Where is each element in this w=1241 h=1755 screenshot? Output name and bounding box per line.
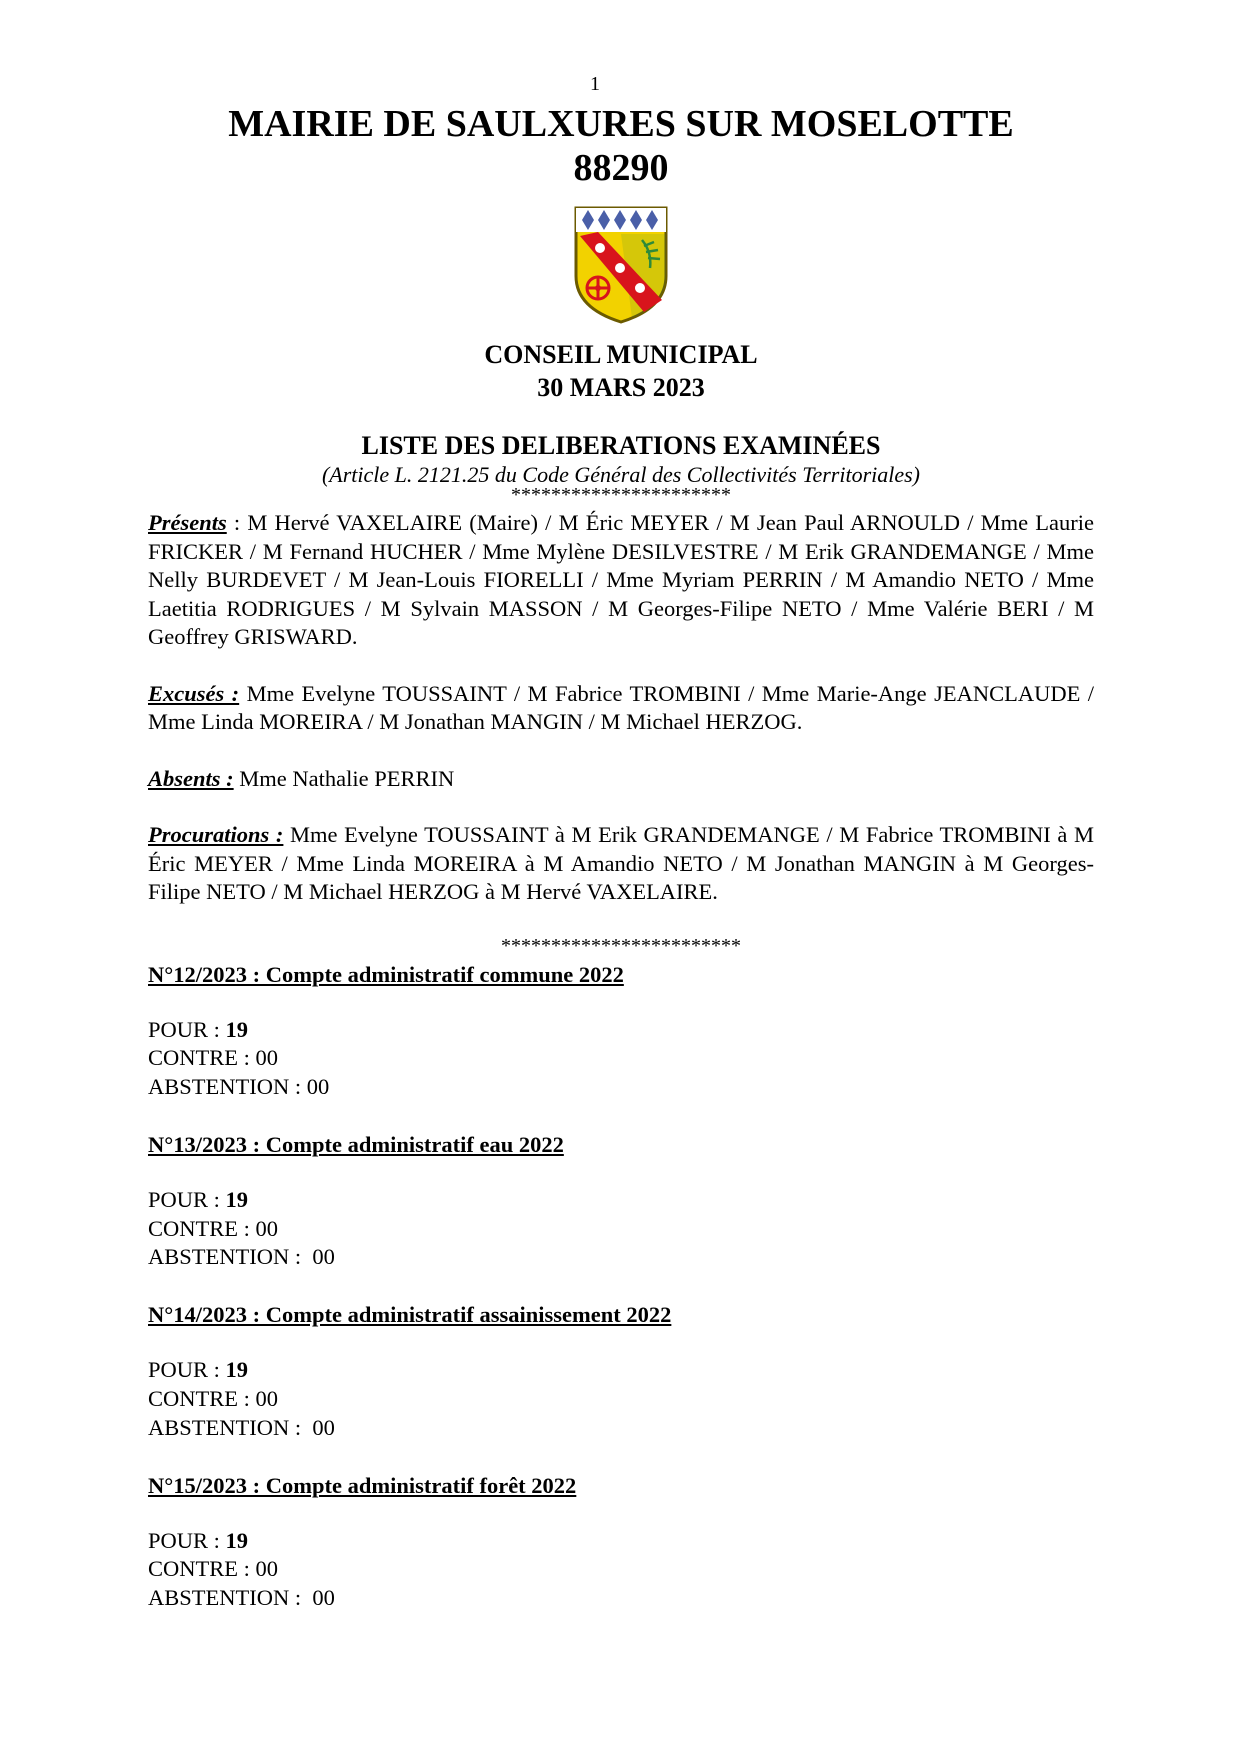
document-page xyxy=(148,72,1094,1613)
deliberation-item xyxy=(148,1472,1094,1613)
postal-code: 88290 xyxy=(573,147,669,189)
absents-label: Absents : xyxy=(148,765,234,791)
procurations-paragraph xyxy=(148,821,1094,907)
article-reference: (Article L. 2121.25 du Code Général des Collectivités Territoriales) xyxy=(321,462,921,487)
vote-contre: CONTRE : 00 xyxy=(148,1045,279,1071)
page-number: 1 xyxy=(590,73,600,95)
deliberation-title: N°12/2023 : Compte administratif commune 2022 xyxy=(148,961,624,987)
vote-pour: POUR : 19 xyxy=(148,1527,249,1553)
deliberation-item xyxy=(148,1131,1094,1272)
spacer xyxy=(148,652,1094,680)
absents-text: Mme Nathalie PERRIN xyxy=(233,765,455,791)
separator-stars: ********************** xyxy=(511,484,731,506)
mairie-title: MAIRIE DE SAULXURES SUR MOSELOTTE xyxy=(228,103,1014,145)
vote-block xyxy=(148,1527,1094,1613)
crest-container xyxy=(148,204,1094,330)
deliberation-item xyxy=(148,961,1094,1102)
procurations-text: Mme Evelyne TOUSSAINT à M Erik GRANDEMANGE / M Fabrice TROMBINI à M Éric MEYER / Mme Linda MOREIRA à M Amandio NETO / M Jonathan MANGIN à M Georges-Filipe NETO / M Michael HERZOG à M Hervé VAXELAIRE. xyxy=(148,822,1094,904)
session-date: 30 MARS 2023 xyxy=(537,373,705,402)
spacer xyxy=(148,793,1094,821)
list-title: LISTE DES DELIBERATIONS EXAMINÉES xyxy=(361,431,881,460)
vote-abstention: ABSTENTION : 00 xyxy=(148,1074,330,1100)
vote-pour: POUR : 19 xyxy=(148,1016,249,1042)
vote-abstention: ABSTENTION : 00 xyxy=(148,1244,335,1270)
excuses-paragraph xyxy=(148,680,1094,737)
pour-count: 19 xyxy=(225,1357,249,1383)
deliberation-item xyxy=(148,1301,1094,1442)
vote-contre: CONTRE : 00 xyxy=(148,1386,279,1412)
vote-contre: CONTRE : 00 xyxy=(148,1556,279,1582)
separator-stars-2: ************************ xyxy=(501,934,741,957)
pour-count: 19 xyxy=(225,1186,249,1212)
vote-abstention: ABSTENTION : 00 xyxy=(148,1585,335,1611)
vote-block xyxy=(148,1186,1094,1272)
coat-of-arms-icon xyxy=(572,204,670,326)
excuses-label: Excusés : xyxy=(148,680,240,706)
spacer xyxy=(148,737,1094,765)
presents-text: : M Hervé VAXELAIRE (Maire) / M Éric MEYER / M Jean Paul ARNOULD / Mme Laurie FRICKER / M Fernand HUCHER / Mme Mylène DESILVESTRE / M Erik GRANDEMANGE / Mme Nelly BURDEVET / M Jean-Louis FIORELLI / Mme Myriam PERRIN / M Amandio NETO / Mme Laetitia RODRIGUES / M Sylvain MASSON / M Georges-Filipe NETO / Mme Valérie BERI / M Geoffrey GRISWARD. xyxy=(148,510,1094,649)
session-title: CONSEIL MUNICIPAL xyxy=(484,340,758,369)
deliberation-title: N°14/2023 : Compte administratif assainissement 2022 xyxy=(148,1302,672,1328)
pour-count: 19 xyxy=(225,1527,249,1553)
presents-label: Présents xyxy=(148,510,227,535)
vote-pour: POUR : 19 xyxy=(148,1357,249,1383)
procurations-label: Procurations : xyxy=(148,822,284,847)
vote-abstention: ABSTENTION : 00 xyxy=(148,1414,335,1440)
vote-contre: CONTRE : 00 xyxy=(148,1215,279,1241)
excuses-text: Mme Evelyne TOUSSAINT / M Fabrice TROMBINI / Mme Marie-Ange JEANCLAUDE / Mme Linda MOREIRA / M Jonathan MANGIN / M Michael HERZOG. xyxy=(148,680,1094,734)
presents-paragraph xyxy=(148,509,1094,652)
deliberation-title: N°13/2023 : Compte administratif eau 2022 xyxy=(148,1131,564,1157)
vote-block xyxy=(148,1016,1094,1102)
deliberation-title: N°15/2023 : Compte administratif forêt 2022 xyxy=(148,1472,577,1498)
vote-pour: POUR : 19 xyxy=(148,1186,249,1212)
vote-block xyxy=(148,1356,1094,1442)
pour-count: 19 xyxy=(225,1016,249,1042)
absents-paragraph xyxy=(148,765,1094,794)
